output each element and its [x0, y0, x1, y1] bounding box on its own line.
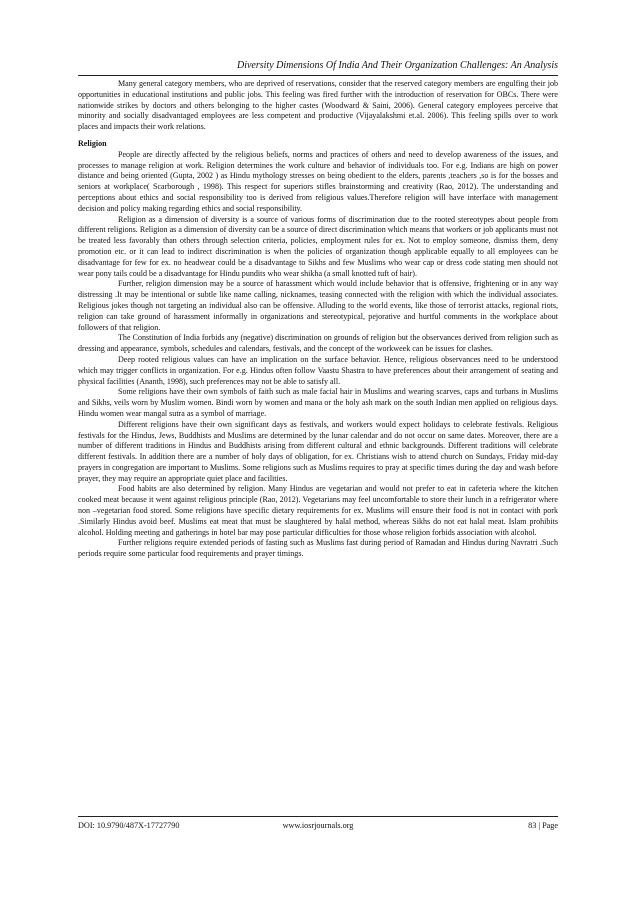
paragraph: Further, religion dimension may be a source of harassment which would include behavior that is offensive, frightening or in any way distressing .It may be intentional or subtle like name calling, nicknames, teasing connected with the religion with which the individual associates. Religious jokes though not targeting an individual also can be offensive. Alluding to the world events, like those of terrorist attacks, regional riots, religion can take ground of harassment informally in organizations and stereotypical, pejorative and hurtful comments in the workplace about followers of that religion. [78, 279, 558, 332]
footer-rule [78, 816, 558, 817]
paragraph: Deep rooted religious values can have an implication on the surface behavior. Hence, religious observances need to be understood which may trigger conflicts in organization. For e.g. Hindus often follow Vaastu Shastra to have preferences about their arrangement of seating and physical facilities (Ananth, 1998), such preferences may not be able to satisfy all. [78, 354, 558, 386]
body-text [78, 79, 558, 560]
paragraph: Different religions have their own significant days as festivals, and workers would expect holidays to celebrate festivals. Religious festivals for the Hindus, Jews, Buddhists and Muslims are determined by the lunar calendar and do not occur on same dates. Moreover, there are a number of different traditions in Hindus and Buddhists arising from different cultural and ethnic backgrounds. Different traditions will celebrate different festivals. In addition there are a number of holy days of obligation, for ex. Christians wish to attend church on Sundays, Friday mid-day prayers in congregation are important to Muslims. Some religions such as Muslims requires to pray at specific times during the day and wash before prayer, they may require an appropriate quiet place and facilities. [78, 419, 558, 483]
paragraph: Some religions have their own symbols of faith such as male facial hair in Muslims and wearing scarves, caps and turbans in Muslims and Sikhs, veils worn by Muslim women. Bindi worn by women and mana or the holy ash mark on the south Indian men applied on religious days. Hindu women wear mangal sutra as a symbol of marriage. [78, 387, 558, 418]
paragraph: Food habits are also determined by religion. Many Hindus are vegetarian and would not prefer to eat in cafeteria where the kitchen cooked meat because it went against religious principle (Rao, 2012). Vegetarians may feel uncomfortable to store their lunch in a refrigerator where non –vegetarian food stored. Some religions have specific dietary requirements for ex. Muslims will ensure their food is not in contact with pork .Similarly Hindus avoid beef. Muslims eat meat that must be slaughtered by halal method, whereas Sikhs do not eat halal meat. Islam prohibits alcohol. Holding meeting and gatherings in hotel bar may pose particular difficulties for those whose religion forbids association with alcohol. [78, 484, 558, 537]
intro-paragraph: Many general category members, who are deprived of reservations, consider that the reserved category members are engulfing their job opportunities in educational institutions and public jobs. This feeling was fired further with the introduction of reservation for OBCs. There were nationwide strikes by doctors and others belonging to the higher castes (Woodward & Saini, 2006). General category employees perceive that minority and socially disadvantaged employees are less competent and productive (Vijayalakshmi et.al. 2006). This feeling spills over to work places and impacts their work relations. [78, 79, 558, 132]
paragraph: Further religions require extended periods of fasting such as Muslims fast during period of Ramadan and Hindus during Navratri .Such periods require some particular food requirements and prayer timings. [78, 538, 558, 559]
footer-website: www.iosrjournals.org [282, 821, 354, 830]
running-header: Diversity Dimensions Of India And Their Organization Challenges: An Analysis [236, 60, 558, 71]
paragraph: People are directly affected by the religious beliefs, norms and practices of others and need to develop awareness of the issues, and processes to manage religion at work. Religion determines the work culture and behavior of individuals too. For e.g. Indians are high on power distance and being oriented (Gupta, 2002 ) as Hindu mythology stresses on being obedient to the elders, parents ,teachers ,so is for the bosses and seniors at workplace( Scarborough , 1998). This respect for superiors stifles brainstorming and creativity (Rao, 2012). The understanding and perceptions about ethics and social responsibility too is derived from religious values.Therefore religion will have interface with management decision and policy making regarding ethics and social responsibility. [78, 149, 558, 213]
footer-doi: DOI: 10.9790/487X-17727790 [78, 821, 180, 830]
paragraph: The Constitution of India forbids any (negative) discrimination on grounds of religion but the observances derived from religion such as dressing and appearance, symbols, schedules and calendars, festivals, and the concept of the workweek can be issues for clashes. [78, 333, 558, 354]
paragraph: Religion as a dimension of diversity is a source of various forms of discrimination due to the rooted stereotypes about people from different religions. Religion as a dimension of diversity can be a source of direct discrimination which means that workers or job applicants must not be treated less favorably than others through selection criteria, policies, employment rules for ex. Not to employ someone, dismiss them, deny promotion etc. or it can lead to indirect discrimination is when the policies of organization though applicable equally to all employees can be disadvantage for few for ex. no headwear could be a disadvantage to Sikhs and few Muslims who wear cap or dress code stating men should not wear pony tails could be a disadvantage for Hindu pundits who wear shikha (a small knotted tuft of hair). [78, 214, 558, 278]
footer-page-number: 83 | Page [528, 821, 558, 830]
section-heading: Religion [78, 138, 107, 148]
header-rule [78, 75, 558, 76]
